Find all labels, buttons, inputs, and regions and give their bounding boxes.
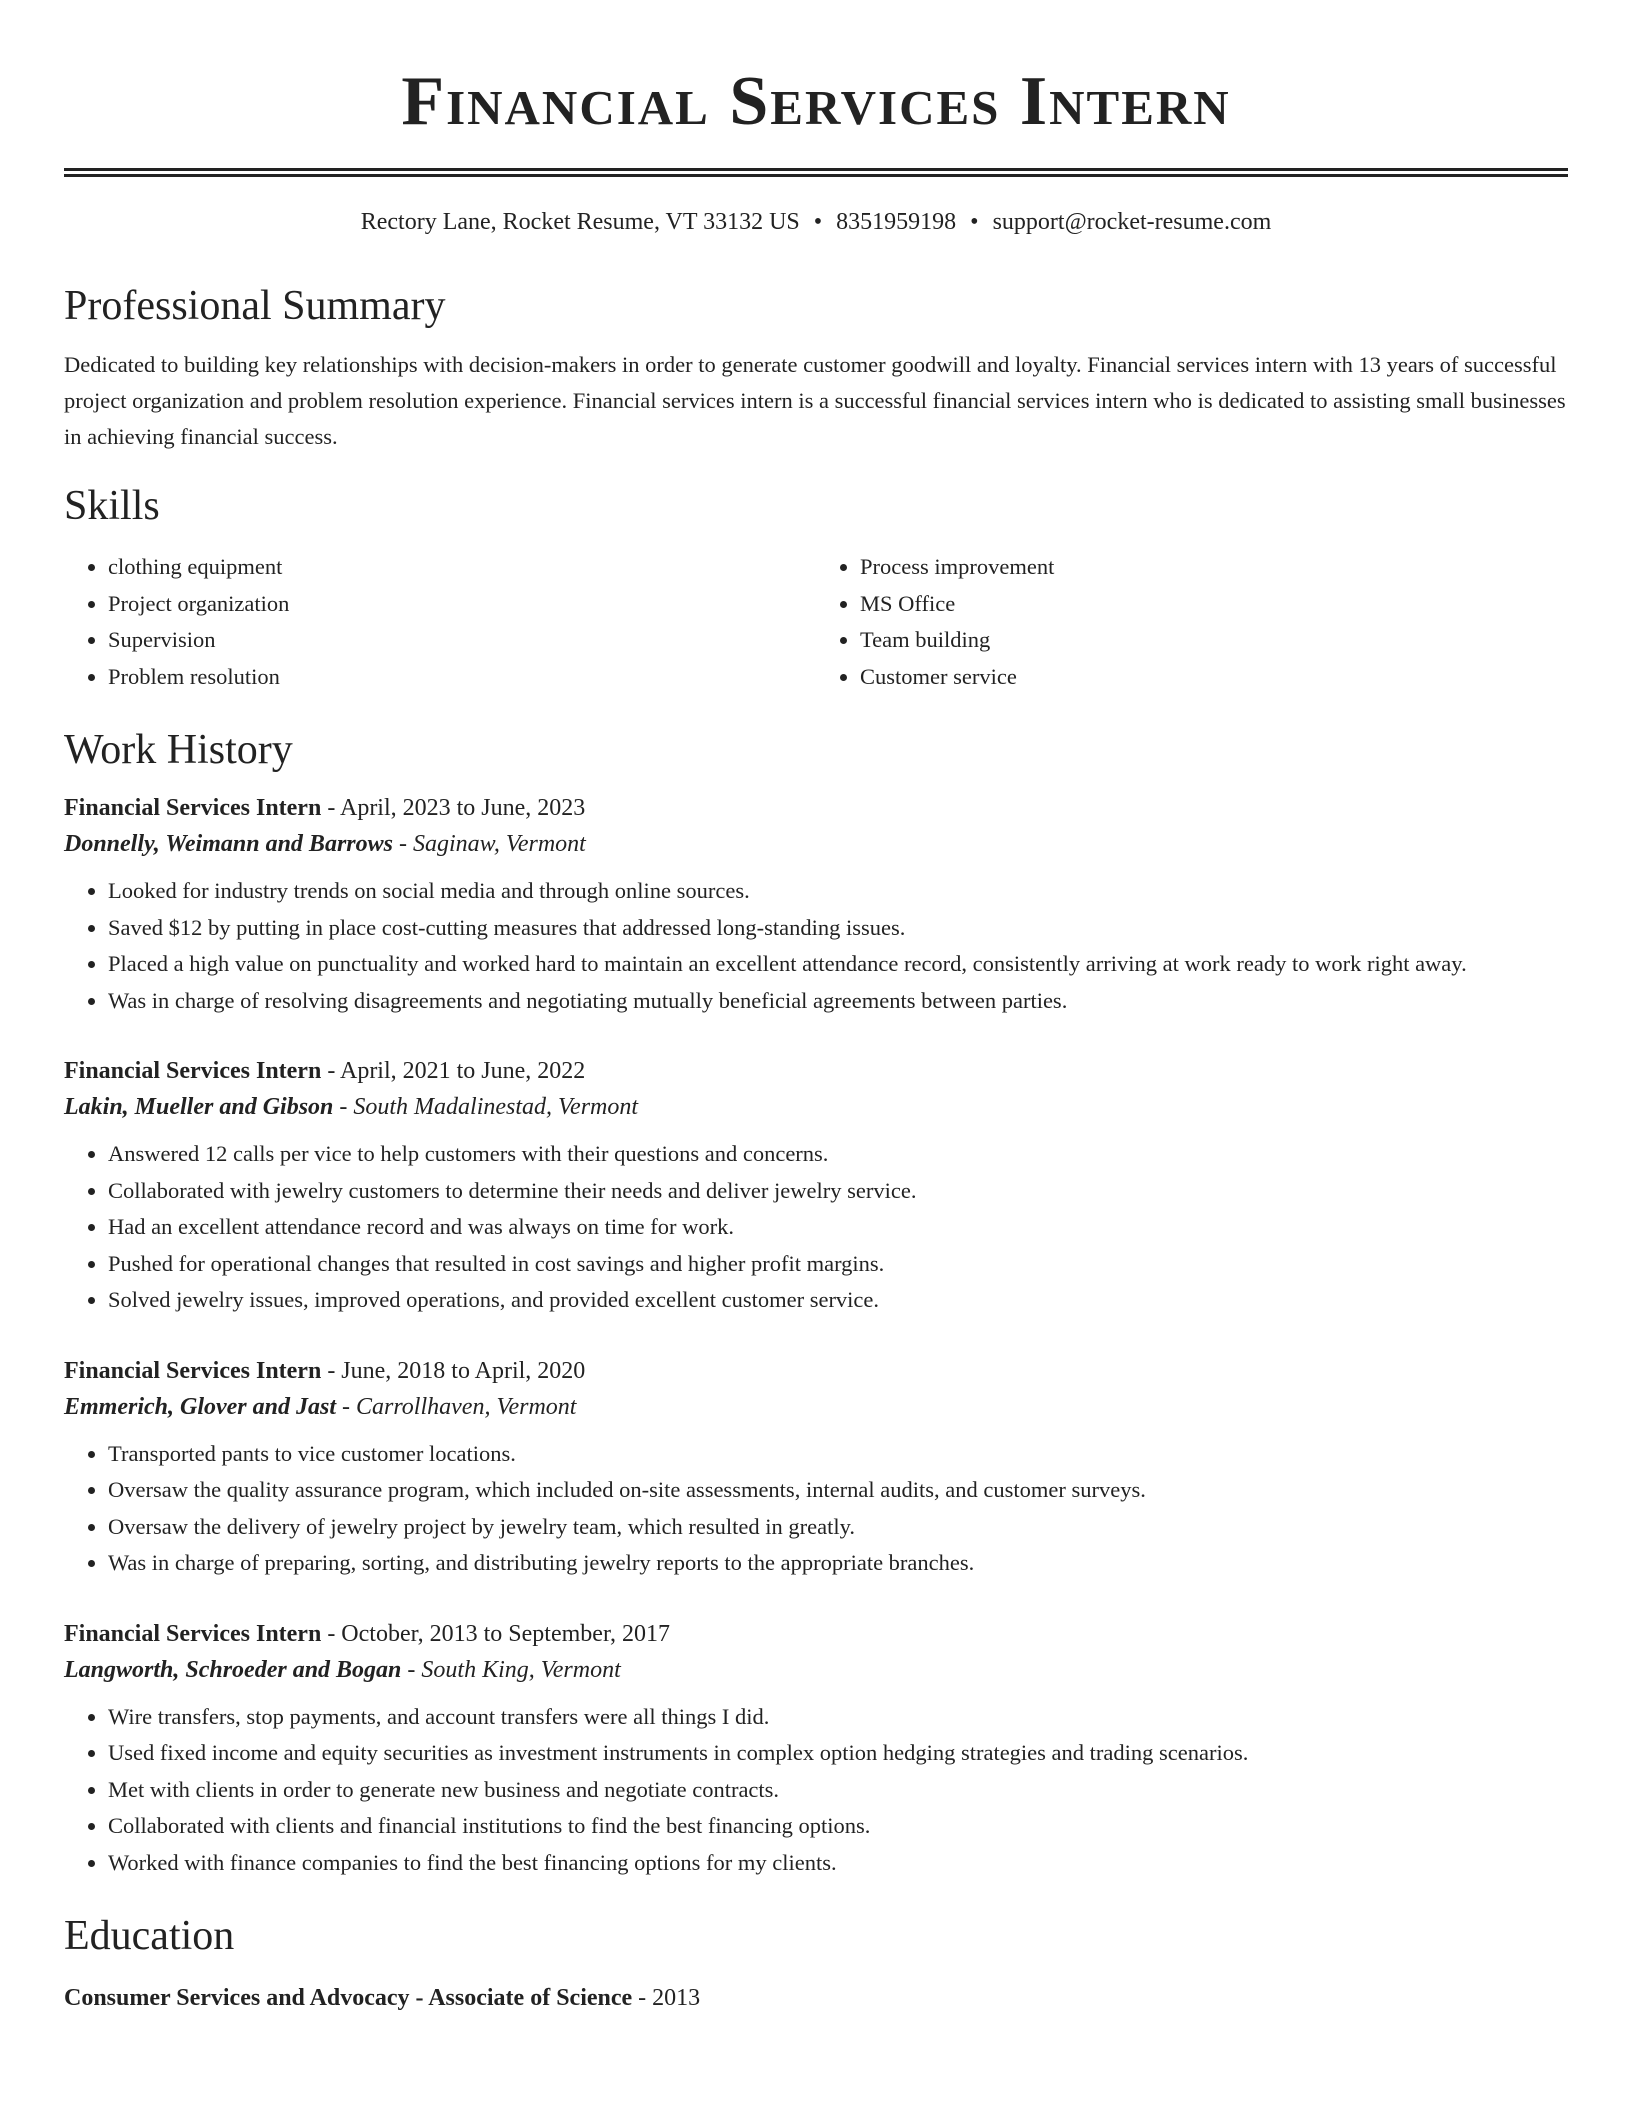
summary-text: Dedicated to building key relationships with decision-makers in order to generate customer goodwill and loyalty. Financial services intern with 13 years of successful project organization and problem resolution experience. Financial services intern is a successful financial services intern who is dedicated to assisting small businesses in achieving financial success. bbox=[64, 352, 1566, 449]
job-role: Financial Services Intern bbox=[64, 1357, 322, 1384]
job-bullets bbox=[64, 1699, 1568, 1882]
skill-item: • Team building bbox=[860, 622, 1568, 659]
job-company: Lakin, Mueller and Gibson bbox=[64, 1094, 334, 1120]
job-role: Financial Services Intern bbox=[64, 1058, 322, 1084]
job-header bbox=[64, 791, 1568, 825]
skill-item: • Customer service bbox=[860, 659, 1568, 696]
education-entry bbox=[64, 1981, 1568, 2015]
skills-list bbox=[64, 549, 1568, 695]
job-bullet: • Transported pants to vice customer locations. bbox=[108, 1436, 1568, 1473]
job-bullets bbox=[64, 873, 1568, 1019]
job-company: Langworth, Schroeder and Bogan bbox=[64, 1656, 402, 1683]
job-bullet: • Solved jewelry issues, improved operations, and provided excellent customer service. bbox=[108, 1282, 1568, 1319]
skill-item: • Project organization bbox=[108, 586, 816, 623]
skill-item: • Process improvement bbox=[860, 549, 1568, 586]
job-bullet: • Used fixed income and equity securities as investment instruments in complex option hedging strategies and trading scenarios. bbox=[108, 1735, 1568, 1772]
section-title-skills: Skills bbox=[64, 483, 160, 529]
job-bullet: • Had an excellent attendance record and was always on time for work. bbox=[108, 1209, 1568, 1246]
job-entry bbox=[64, 791, 1568, 1019]
skill-item: • Supervision bbox=[108, 622, 816, 659]
skill-item: • Problem resolution bbox=[108, 659, 816, 696]
header-double-rule bbox=[64, 168, 1568, 177]
skill-item: • clothing equipment bbox=[108, 549, 816, 586]
job-bullet: • Oversaw the delivery of jewelry project by jewelry team, which resulted in greatly. bbox=[108, 1509, 1568, 1546]
education-degree: Consumer Services and Advocacy - Associate of Science bbox=[64, 1985, 633, 2011]
job-company-line bbox=[64, 825, 1568, 863]
job-location: - Saginaw, Vermont bbox=[392, 831, 586, 857]
job-bullets bbox=[64, 1436, 1568, 1582]
contact-separator: • bbox=[970, 209, 979, 235]
job-entry bbox=[64, 1054, 1568, 1319]
skill-item: • MS Office bbox=[860, 586, 1568, 623]
job-bullet: • Wire transfers, stop payments, and account transfers were all things I did. bbox=[108, 1699, 1568, 1736]
section-title-work-history: Work History bbox=[64, 727, 293, 773]
job-role: Financial Services Intern bbox=[64, 795, 322, 821]
job-location: - Carrollhaven, Vermont bbox=[336, 1393, 577, 1420]
job-bullet: • Looked for industry trends on social media and through online sources. bbox=[108, 873, 1568, 910]
job-entry bbox=[64, 1354, 1568, 1582]
job-dates: - April, 2021 to June, 2022 bbox=[321, 1058, 586, 1084]
job-dates: - June, 2018 to April, 2020 bbox=[321, 1357, 586, 1384]
job-company: Emmerich, Glover and Jast bbox=[64, 1393, 337, 1420]
job-bullet: • Pushed for operational changes that resulted in cost savings and higher profit margins. bbox=[108, 1246, 1568, 1283]
contact-line bbox=[64, 207, 1568, 237]
candidate-name: Financial Services Intern bbox=[401, 63, 1231, 140]
job-bullet: • Met with clients in order to generate new business and negotiate contracts. bbox=[108, 1772, 1568, 1809]
skills-column-left bbox=[64, 549, 816, 695]
contact-separator: • bbox=[813, 209, 823, 235]
job-bullet: • Worked with finance companies to find the best financing options for my clients. bbox=[108, 1845, 1568, 1882]
job-bullet: • Collaborated with jewelry customers to determine their needs and deliver jewelry service. bbox=[108, 1173, 1568, 1210]
resume-page bbox=[64, 0, 1568, 2015]
job-company-line bbox=[64, 1388, 1568, 1426]
job-company: Donnelly, Weimann and Barrows bbox=[64, 831, 393, 857]
job-bullet: • Answered 12 calls per vice to help customers with their questions and concerns. bbox=[108, 1136, 1568, 1173]
contact-phone: 8351959198 bbox=[836, 209, 957, 235]
contact-email: support@rocket-resume.com bbox=[992, 209, 1272, 235]
job-bullet: • Saved $12 by putting in place cost-cutting measures that addressed long-standing issues. bbox=[108, 910, 1568, 947]
job-header bbox=[64, 1054, 1568, 1088]
job-header bbox=[64, 1354, 1568, 1388]
job-bullet: • Was in charge of resolving disagreements and negotiating mutually beneficial agreements between parties. bbox=[108, 983, 1568, 1020]
job-bullet: • Placed a high value on punctuality and worked hard to maintain an excellent attendance record, consistently arriving at work ready to work right away. bbox=[108, 946, 1568, 983]
job-company-line bbox=[64, 1651, 1568, 1689]
contact-address: Rectory Lane, Rocket Resume, VT 33132 US bbox=[360, 209, 800, 235]
job-bullet: • Was in charge of preparing, sorting, and distributing jewelry reports to the appropriate branches. bbox=[108, 1545, 1568, 1582]
section-title-education: Education bbox=[64, 1913, 235, 1959]
job-location: - South King, Vermont bbox=[401, 1656, 621, 1683]
job-entry bbox=[64, 1617, 1568, 1882]
skills-column-right bbox=[816, 549, 1568, 695]
section-title-summary: Professional Summary bbox=[64, 283, 446, 329]
job-bullets bbox=[64, 1136, 1568, 1319]
job-bullet: • Collaborated with clients and financial institutions to find the best financing options. bbox=[108, 1808, 1568, 1845]
job-role: Financial Services Intern bbox=[64, 1620, 322, 1647]
job-dates: - October, 2013 to September, 2017 bbox=[321, 1620, 670, 1647]
job-location: - South Madalinestad, Vermont bbox=[333, 1094, 639, 1120]
job-company-line bbox=[64, 1088, 1568, 1126]
job-bullet: • Oversaw the quality assurance program, which included on-site assessments, internal audits, and customer surveys. bbox=[108, 1472, 1568, 1509]
job-header bbox=[64, 1617, 1568, 1651]
education-year: - 2013 bbox=[632, 1985, 701, 2011]
job-dates: - April, 2023 to June, 2023 bbox=[321, 795, 586, 821]
